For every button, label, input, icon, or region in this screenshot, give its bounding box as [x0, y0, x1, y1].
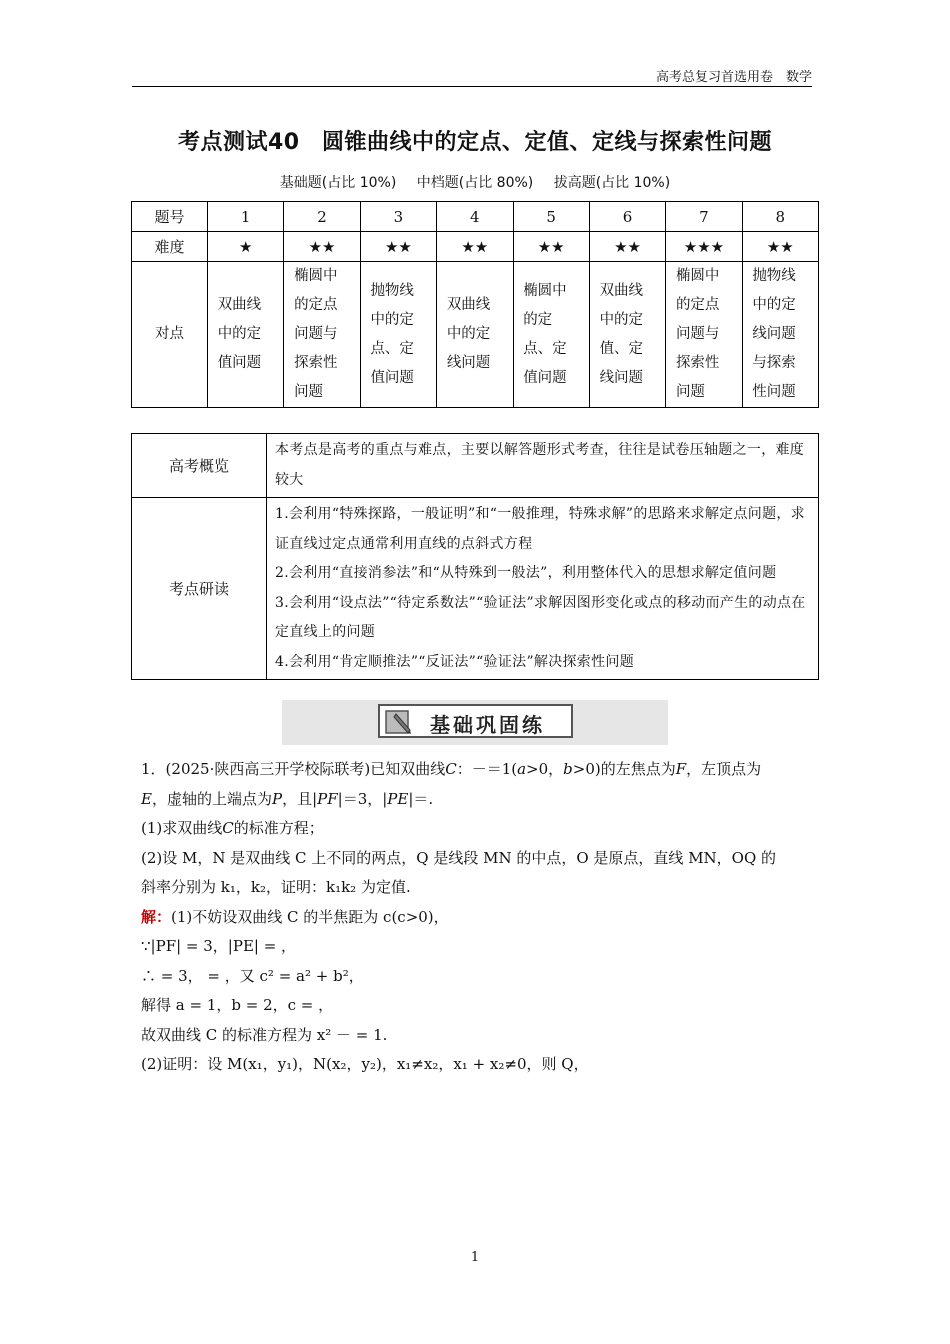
- overview-label: 高考概览: [132, 434, 267, 498]
- question-number: 4: [437, 202, 513, 232]
- math-var: PE: [387, 789, 409, 808]
- question-number: 3: [360, 202, 436, 232]
- topic-cell: [666, 262, 742, 408]
- topic-cell: [208, 262, 284, 408]
- pencil-icon: [384, 708, 422, 736]
- stem-text: >0，: [526, 760, 564, 778]
- stem-text: |＝.: [408, 789, 434, 808]
- question-number: 6: [589, 202, 665, 232]
- difficulty-stars: ★★: [742, 232, 818, 262]
- difficulty-stars: ★★: [513, 232, 589, 262]
- study-item: 1.会利用“特殊探路，一般证明”和“一般推理，特殊求解”的思路来求解定点问题，求证直线过定点通常利用直线的点斜式方程: [275, 506, 805, 552]
- row-label: 题号: [132, 202, 208, 232]
- difficulty-stars: ★: [208, 232, 284, 262]
- topic-cell: [437, 262, 513, 408]
- math-var: E: [141, 789, 152, 808]
- question-part-2: (2)设 M，N 是双曲线 C 上不同的两点，Q 是线段 MN 的中点，O 是原点，直线 MN，OQ 的: [141, 848, 777, 867]
- overview-text: 本考点是高考的重点与难点，主要以解答题形式考查，往往是试卷压轴题之一，难度较大: [267, 434, 819, 498]
- ratio-basic: 基础题(占比 10%): [279, 175, 397, 191]
- topic-text: 椭圆中的定点、定值问题: [523, 282, 567, 386]
- stem-text: 的标准方程；: [233, 819, 324, 837]
- page-title: 考点测试40 圆锥曲线中的定点、定值、定线与探索性问题: [177, 130, 773, 155]
- math-var: a: [517, 760, 527, 778]
- question-number: 2: [284, 202, 360, 232]
- banner-title: 基础巩固练: [430, 713, 545, 737]
- stem-text: ，左顶点为: [686, 760, 762, 778]
- topic-cell: [360, 262, 436, 408]
- ratio-hard: 拔高题(占比 10%): [553, 175, 671, 191]
- problem-body: [141, 755, 817, 1080]
- question-number: 5: [513, 202, 589, 232]
- question-number: 7: [666, 202, 742, 232]
- study-item: 4.会利用“肯定顺推法”“反证法”“验证法”解决探索性问题: [275, 653, 634, 670]
- topic-cell: [589, 262, 665, 408]
- math-var: PF: [317, 789, 338, 808]
- overview-table: [131, 433, 819, 680]
- topic-text: 椭圆中的定点问题与探索性问题: [294, 268, 338, 400]
- header-rule: [132, 86, 812, 87]
- study-items: [267, 498, 819, 680]
- question-number: 1: [208, 202, 284, 232]
- math-var: P: [271, 789, 283, 808]
- table-row: [132, 498, 819, 680]
- ratio-medium: 中档题(占比 80%): [416, 175, 534, 191]
- topic-text: 抛物线中的定线问题与探索性问题: [752, 268, 796, 400]
- stem-text: ，虚轴的上端点为: [151, 789, 272, 808]
- question-part-1: [141, 814, 817, 844]
- problem-stem: [141, 755, 817, 785]
- difficulty-stars: ★★: [589, 232, 665, 262]
- topic-text: 双曲线中的定线问题: [446, 297, 491, 371]
- topic-cell: [513, 262, 589, 408]
- study-item: 2.会利用“直接消参法”和“从特殊到一般法”，利用整体代入的思想求解定值问题: [275, 565, 777, 581]
- question-number: 8: [742, 202, 818, 232]
- math-var: C: [222, 819, 234, 837]
- table-row: [132, 232, 819, 262]
- stem-text: ：－＝1(: [456, 760, 518, 778]
- math-var: F: [675, 760, 687, 778]
- table-row: [132, 434, 819, 498]
- row-label: 对点: [132, 262, 208, 408]
- banner-box: [378, 704, 573, 738]
- problem-stem-line2: [141, 785, 817, 815]
- solution-text: (1)不妨设双曲线 C 的半焦距为 c(c>0)，: [171, 907, 449, 926]
- topic-text: 抛物线中的定点、定值问题: [370, 282, 414, 386]
- table-row: [132, 262, 819, 408]
- page-header: 高考总复习首选用卷 数学: [655, 70, 812, 85]
- question-table: [131, 201, 819, 408]
- difficulty-stars: ★★: [437, 232, 513, 262]
- solution-line: [141, 903, 817, 933]
- row-label: 难度: [132, 232, 208, 262]
- study-label: 考点研读: [132, 498, 267, 680]
- solution-line: 解得 a = 1，b = 2，c = ，: [141, 996, 334, 1014]
- difficulty-ratio: [132, 172, 818, 192]
- page-number: 1: [470, 1250, 480, 1265]
- solution-label: 解：: [141, 907, 172, 926]
- difficulty-stars: ★★: [284, 232, 360, 262]
- table-row: [132, 202, 819, 232]
- stem-text: >0)的左焦点为: [572, 760, 676, 778]
- math-var: C: [445, 760, 457, 778]
- topic-text: 双曲线中的定值问题: [217, 297, 262, 371]
- topic-text: 椭圆中的定点问题与探索性问题: [675, 268, 720, 400]
- difficulty-stars: ★★: [360, 232, 436, 262]
- stem-text: ，且|: [282, 789, 318, 808]
- math-var: b: [563, 760, 573, 778]
- difficulty-stars: ★★★: [666, 232, 742, 262]
- stem-text: 1．(2025·陕西高三开学校际联考)已知双曲线: [141, 760, 446, 778]
- section-banner: [282, 700, 668, 745]
- stem-text: (1)求双曲线: [141, 819, 223, 837]
- solution-line: 故双曲线 C 的标准方程为 x² － = 1.: [141, 1025, 388, 1044]
- topic-text: 双曲线中的定值、定线问题: [599, 282, 644, 386]
- topic-cell: [742, 262, 818, 408]
- solution-line: (2)证明：设 M(x₁，y₁)，N(x₂，y₂)，x₁≠x₂，x₁ + x₂≠0，则 Q，: [141, 1055, 589, 1073]
- question-part-2-line2: 斜率分别为 k₁，k₂，证明：k₁k₂ 为定值.: [141, 878, 411, 896]
- stem-text: |＝3，|: [337, 789, 388, 808]
- study-item: 3.会利用“设点法”“待定系数法”“验证法”求解因图形变化或点的移动而产生的动点在定直线上的问题: [275, 594, 806, 640]
- solution-line: ∵|PF| = 3，|PE| = ，: [141, 937, 297, 955]
- topic-cell: [284, 262, 360, 408]
- solution-line: ∴ = 3， = ，又 c² = a² + b²，: [141, 966, 364, 985]
